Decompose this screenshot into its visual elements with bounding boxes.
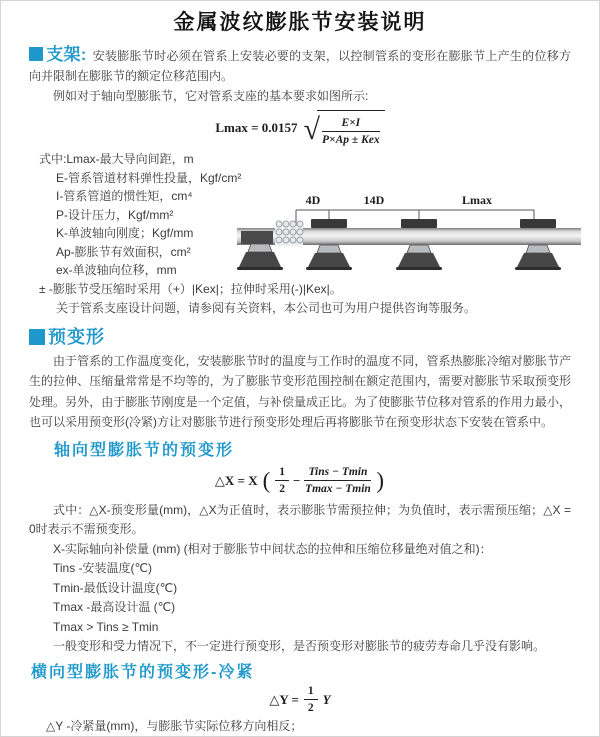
dim-label-4d: 4D: [305, 193, 321, 207]
section-square-icon: [29, 329, 45, 345]
transverse-formula: [29, 685, 571, 715]
radical-sign: √: [303, 113, 321, 147]
axial-note: Tmin-最低设计温度(℃): [53, 580, 178, 595]
definition-item: 式中:Lmax-最大导向间距，m: [39, 152, 194, 166]
predeform-paragraph: 由于管系的工作温度变化，安装膨胀节时的温度与工作时的温度不同，管系热膨胀冷缩对膨胀节产生的拉伸、压缩量常常是不均等的，为了膨胀节变形范围控制在额定范围内，需要对膨胀节采取预变形处理。另外，由于膨胀节刚度是一个定值，与补偿量成正比。为了使膨胀节位移对管系的作用力最小，也可以采用预变形(冷紧)方让对膨胀节进行预变形处理后再将膨胀节在预变形状态下安装在管系中。: [29, 353, 571, 429]
definition-item: E-管系管道材料弹性投量，Kgf/cm²: [56, 170, 242, 185]
support-section-heading: 支架:: [46, 45, 87, 64]
support-example-line: 例如对于轴向型膨胀节，它对管系支座的基本要求如图所示:: [53, 89, 369, 103]
transverse-note: △Y -冷紧量(mm)，与膨胀节实际位移方向相反；: [46, 718, 303, 733]
transverse-formula-rhs: Y: [322, 691, 331, 707]
definition-item: I-管系管道的惯性矩，cm⁴: [56, 189, 193, 203]
predeform-section-heading: [29, 326, 571, 349]
axial-formula-lhs: △X = X: [214, 472, 258, 488]
axial-note: Tmax > Tins ≥ Tmin: [53, 619, 159, 634]
pipe-support-diagram: [233, 190, 585, 286]
transverse-subheading: 横向型膨胀节的预变形-冷紧: [31, 663, 255, 681]
definition-item: P-设计压力，Kgf/mm²: [56, 207, 174, 222]
formula-numerator: E×I: [322, 116, 380, 132]
axial-note: Tmax -最高设计温 (℃): [53, 600, 176, 614]
axial-note: 一般变形和受力情况下，不一定进行预变形，是否预变形对膨胀节的疲劳寿命几乎没有影响。: [53, 639, 546, 653]
transverse-formula-lhs: △Y =: [269, 691, 299, 707]
consulting-note: 关于管系支座设计问题，请参阅有关资料，本公司也可为用户提供咨询等服务。: [56, 300, 477, 315]
section-square-icon: [29, 47, 43, 61]
dim-label-lmax: Lmax: [462, 193, 492, 207]
sqrt-expression: [304, 110, 385, 148]
axial-formula: [29, 463, 571, 499]
formula-denominator: P×Ap ± Kex: [322, 133, 380, 146]
close-paren: ): [376, 468, 385, 493]
definition-item: ± -膨胀节受压缩时采用（+）|Kex|；拉伸时采用(-)|Kex|。: [39, 281, 342, 296]
axial-note: 式中：△X-预变形量(mm)，△X为正值时，表示膨胀节需预拉伸；为负值时，表示需预压缩；△X = 0时表示不需预变形。: [29, 502, 571, 536]
temp-denominator: Tmax − Tmin: [305, 483, 371, 495]
half-denominator: 2: [279, 483, 286, 495]
definitions-and-diagram: [29, 150, 571, 318]
predeform-heading-text: 预变形: [48, 326, 105, 347]
axial-note: X-实际轴向补偿量 (mm) (相对于膨胀节中间状态的拉伸和压缩位移量绝对值之和)：: [53, 541, 492, 556]
definition-item: K-单波轴向刚度；Kgf/mm: [56, 226, 194, 240]
axial-subheading: 轴向型膨胀节的预变形: [54, 441, 235, 459]
half-numerator: 1: [275, 465, 289, 481]
guide-spacing-formula: [29, 110, 571, 146]
bellows-icon: [275, 221, 303, 246]
open-paren: (: [262, 468, 271, 493]
half-numerator: 1: [304, 684, 318, 700]
support-intro-paragraph: [29, 45, 571, 86]
axial-note: Tins -安装温度(℃): [53, 561, 153, 575]
definition-item: Ap-膨胀节有效面积，cm²: [56, 244, 191, 259]
dim-label-14d: 14D: [363, 193, 385, 207]
definition-item: ex-单波轴向位移，mm: [56, 263, 177, 277]
formula-lhs: Lmax = 0.0157: [215, 120, 298, 135]
page-title: 金属波纹膨胀节安装说明: [173, 11, 427, 34]
temp-numerator: Tins − Tmin: [304, 465, 371, 481]
half-denominator: 2: [307, 702, 314, 714]
minus-sign: −: [293, 472, 301, 488]
support-intro-text: 安装膨胀节时必须在管系上安装必要的支架，以控制管系的变形在膨胀节上产生的位移方向并限制在膨胀节的额定位移范围内。: [29, 49, 571, 83]
